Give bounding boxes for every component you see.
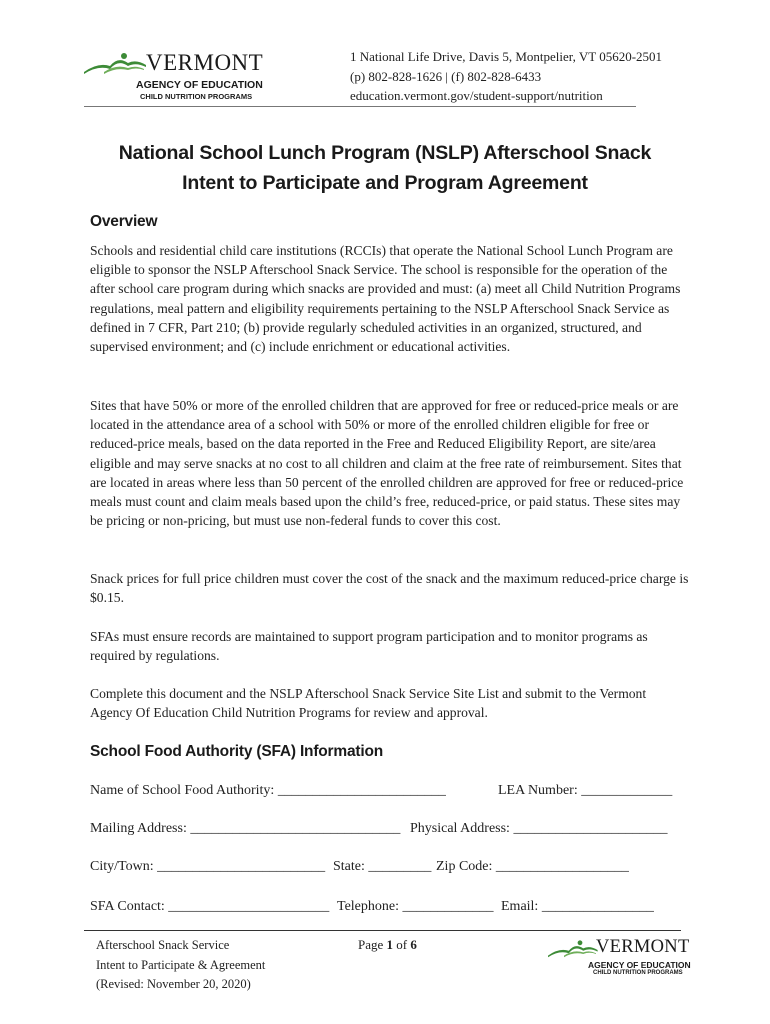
footer-line: (Revised: November 20, 2020): [96, 977, 251, 991]
logo-agency-name: AGENCY OF EDUCATION: [588, 960, 691, 970]
mailing-address-field[interactable]: Mailing Address: ______________________________: [90, 821, 401, 836]
page-number: [358, 937, 417, 953]
lea-number-field[interactable]: LEA Number: _____________: [498, 783, 673, 798]
overview-heading: Overview: [90, 213, 158, 230]
paragraph-text: SFAs must ensure records are maintained to support program participation and to monitor programs as required by regulations.: [90, 629, 648, 664]
sfa-contact-field[interactable]: SFA Contact: _______________________: [90, 899, 330, 914]
overview-paragraph-2: [90, 396, 690, 530]
contact-address: 1 National Life Drive, Davis 5, Montpelier, VT 05620-2501: [350, 49, 663, 64]
overview-paragraph-3: [90, 569, 690, 607]
physical-address-field[interactable]: Physical Address: ______________________: [410, 821, 668, 836]
header-divider: [84, 106, 636, 107]
footer-divider: [84, 930, 681, 931]
zip-code-field[interactable]: Zip Code: ___________________: [436, 859, 629, 874]
page-total: 6: [410, 937, 417, 952]
sfa-name-field[interactable]: Name of School Food Authority: ________________________: [90, 783, 446, 798]
logo-program-name: CHILD NUTRITION PROGRAMS: [593, 970, 683, 976]
page-current: 1: [386, 937, 394, 952]
overview-paragraph-5: [90, 684, 690, 722]
footer-vermont-logo: [548, 937, 691, 978]
page-prefix: Page: [358, 937, 387, 952]
mountain-logo-icon: [84, 50, 154, 80]
document-title-line1: National School Lunch Program (NSLP) Afterschool Snack: [118, 142, 652, 164]
email-field[interactable]: Email: ________________: [501, 899, 654, 914]
overview-paragraph-4: [90, 627, 690, 665]
sfa-heading: School Food Authority (SFA) Information: [90, 743, 383, 760]
contact-phone-fax: (p) 802-828-1626 | (f) 802-828-6433: [350, 68, 542, 84]
overview-paragraph-1: [90, 241, 690, 356]
paragraph-text: Snack prices for full price children must cover the cost of the snack and the maximum reduced-price charge is $0.15.: [90, 571, 689, 606]
paragraph-text: Complete this document and the NSLP Afterschool Snack Service Site List and submit to the Vermont Agency Of Education Child Nutrition Programs for review and approval.: [90, 686, 647, 721]
logo-program-name: CHILD NUTRITION PROGRAMS: [140, 92, 253, 101]
city-field[interactable]: City/Town: ________________________: [90, 859, 326, 874]
vermont-aoe-logo: [84, 50, 264, 102]
logo-agency-name: AGENCY OF EDUCATION: [136, 79, 263, 91]
contact-block: [350, 47, 662, 106]
paragraph-text: Schools and residential child care institutions (RCCIs) that operate the National School Lunch Program are eligible to sponsor the NSLP Afterschool Snack Service. The school is responsible for the operation of the after school care program during which snacks are provided and must: (a) meet all Child Nutrition Programs regulations, meal pattern and eligibility requirements pertaining to the NSLP Afterschool Snack Service as defined in 7 CFR, Part 210; (b) provide regularly scheduled activities in an organized, structured, and supervised environment; and (c) include enrichment or educational activities.: [90, 243, 681, 355]
paragraph-text: Sites that have 50% or more of the enrolled children that are approved for free or reduced-price meals or are located in the attendance area of a school with 50% or more of the enrolled children eligible for free or reduced-price meals, based on the data reported in the Free and Reduced Eligibility Report, are site/area eligible and may serve snacks at no cost to all children and claim at the free rate of reimbursement. Sites that are located in areas where less than 50 percent of the enrolled children are approved for free or reduced-price meals must count and claim meals based upon the child’s free, reduced-price, or paid status. These sites may be pricing or non-pricing, but must use non-federal funds to cover this cost.: [90, 398, 684, 529]
document-title-line2: Intent to Participate and Program Agreement: [182, 172, 588, 194]
contact-website: education.vermont.gov/student-support/nutrition: [350, 88, 603, 103]
state-field[interactable]: State: _________: [333, 859, 432, 874]
footer-line: Intent to Participate & Agreement: [96, 957, 266, 972]
telephone-field[interactable]: Telephone: _____________: [337, 899, 494, 914]
logo-wordmark: VERMONT: [146, 50, 264, 75]
logo-wordmark: VERMONT: [596, 937, 690, 957]
page-of: of: [393, 937, 411, 952]
footer-document-info: [96, 936, 265, 995]
footer-line: Afterschool Snack Service: [96, 938, 230, 952]
